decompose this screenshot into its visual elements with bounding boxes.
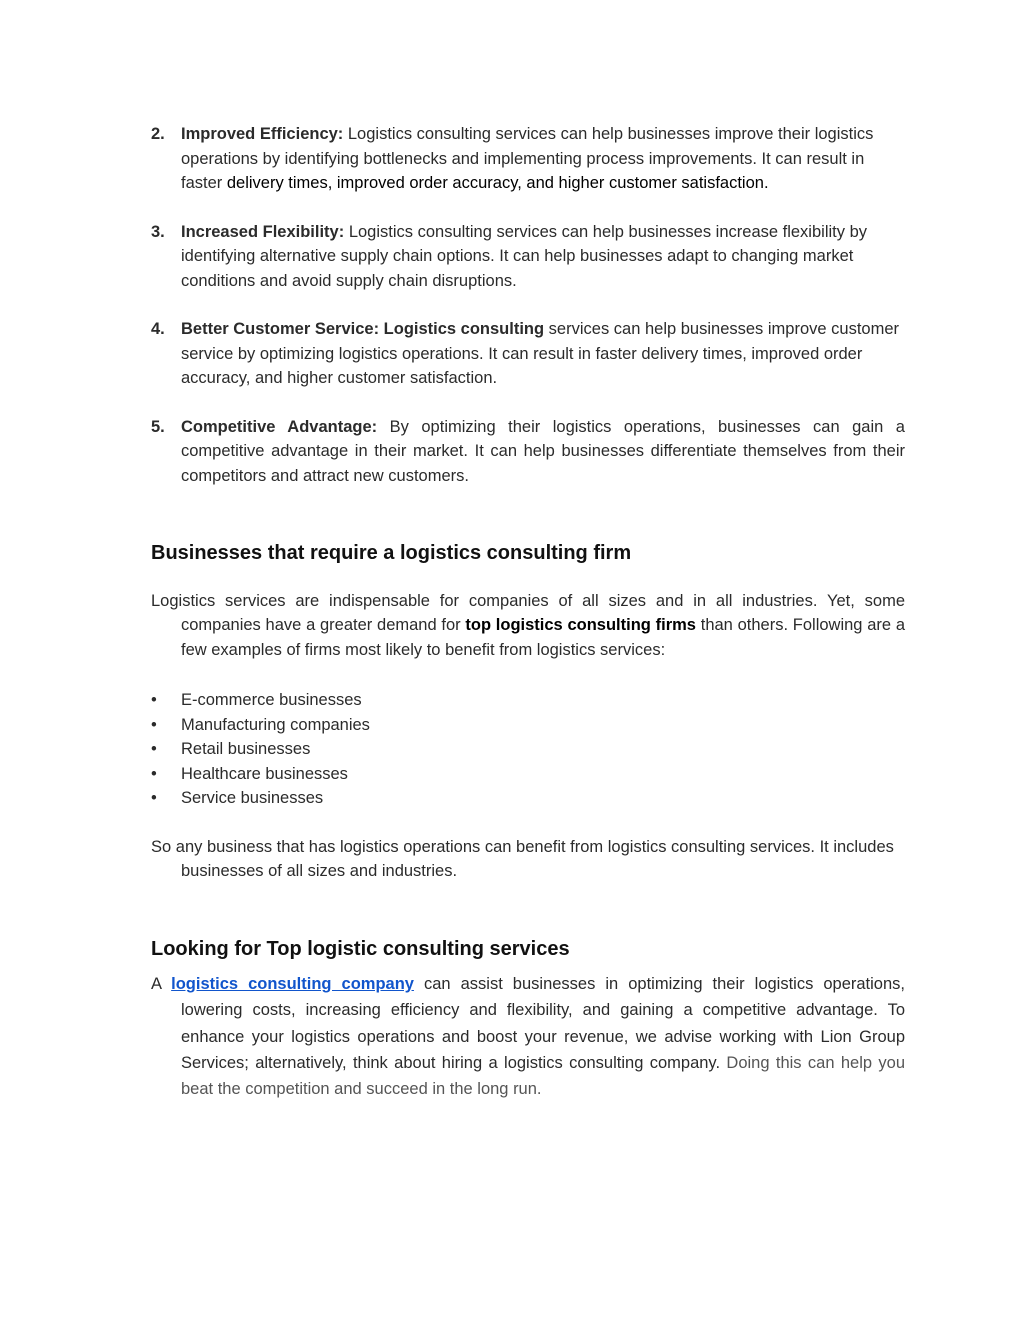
bullet-icon: • xyxy=(151,764,157,783)
item-text: Logistics consulting services can help businesses increase flexibility by identifying alternative supply chain options. It can help businesses adapt to changing market conditions and avoid supply chain disruptions. xyxy=(181,222,867,290)
item-title: Improved Efficiency: xyxy=(181,125,344,143)
intro-text: Logistics services are indispensable for companies of all sizes and in all industries. Yet, some companies have a greater demand for xyxy=(151,591,905,634)
para-soft: Doing this can help you beat the competition and succeed in the long run. xyxy=(181,1053,905,1099)
list-item xyxy=(151,122,905,196)
bullet-icon: • xyxy=(151,789,157,807)
list-item xyxy=(151,317,905,391)
benefits-list xyxy=(151,122,905,488)
logistics-consulting-company-link[interactable]: logistics consulting company xyxy=(171,975,414,993)
list-item-label: E-commerce businesses xyxy=(181,691,362,709)
businesses-intro xyxy=(151,589,905,663)
item-number: 4. xyxy=(151,320,165,338)
para-lead: A xyxy=(151,975,172,993)
item-text: By optimizing their logistics operations, businesses can gain a competitive advantage in their market. It can help businesses differentiate themselves from their competitors and attract new customers. xyxy=(181,417,905,485)
item-text: Logistics consulting services can help businesses improve their logistics operations by identifying bottlenecks and implementing process improvements. It can result in faster xyxy=(181,125,874,192)
item-title: Better Customer Service: Logistics consulting xyxy=(181,320,545,338)
item-number: 5. xyxy=(151,417,165,436)
bullet-icon: • xyxy=(151,740,157,758)
intro-bold: top logistics consulting firms xyxy=(465,616,696,634)
item-title: Increased Flexibility: xyxy=(181,222,345,241)
item-title: Competitive Advantage: xyxy=(181,417,378,436)
list-item-label: Healthcare businesses xyxy=(181,764,348,783)
section-heading-businesses: Businesses that require a logistics consulting firm xyxy=(151,542,632,564)
section-heading-top-services: Looking for Top logistic consulting services xyxy=(151,937,570,960)
list-item xyxy=(151,415,905,489)
list-item xyxy=(151,688,905,713)
item-number: 3. xyxy=(151,222,165,241)
list-item xyxy=(151,713,905,738)
list-item xyxy=(151,220,905,294)
list-item xyxy=(151,737,905,762)
list-item xyxy=(151,786,905,811)
top-services-paragraph xyxy=(151,971,905,1102)
list-item-label: Manufacturing companies xyxy=(181,715,370,734)
list-item-label: Retail businesses xyxy=(181,740,311,758)
businesses-closing: So any business that has logistics operations can benefit from logistics consulting services. It includes businesses of all sizes and industries. xyxy=(151,837,894,880)
business-list xyxy=(151,688,905,811)
para-main: can assist businesses in optimizing their logistics operations, lowering costs, increasing efficiency and flexibility, and gaining a competitive advantage. To enhance your logistics operations and boost your revenue, we advise working with Lion Group Services; alternatively, think about hiring a logistics consulting company. xyxy=(181,975,905,1072)
item-text: services can help businesses improve customer service by optimizing logistics operations. It can result in faster delivery times, improved order accuracy, and higher customer satisfaction. xyxy=(181,320,899,387)
bullet-icon: • xyxy=(151,691,157,709)
list-item xyxy=(151,762,905,787)
document-content xyxy=(151,122,905,1102)
item-text-dark: delivery times, improved order accuracy, and higher customer satisfaction. xyxy=(226,174,769,192)
intro-text-after: than others. Following are a few examples of firms most likely to benefit from logistics services: xyxy=(181,616,905,659)
bullet-icon: • xyxy=(151,715,157,734)
list-item-label: Service businesses xyxy=(181,789,324,807)
item-number: 2. xyxy=(151,125,165,143)
